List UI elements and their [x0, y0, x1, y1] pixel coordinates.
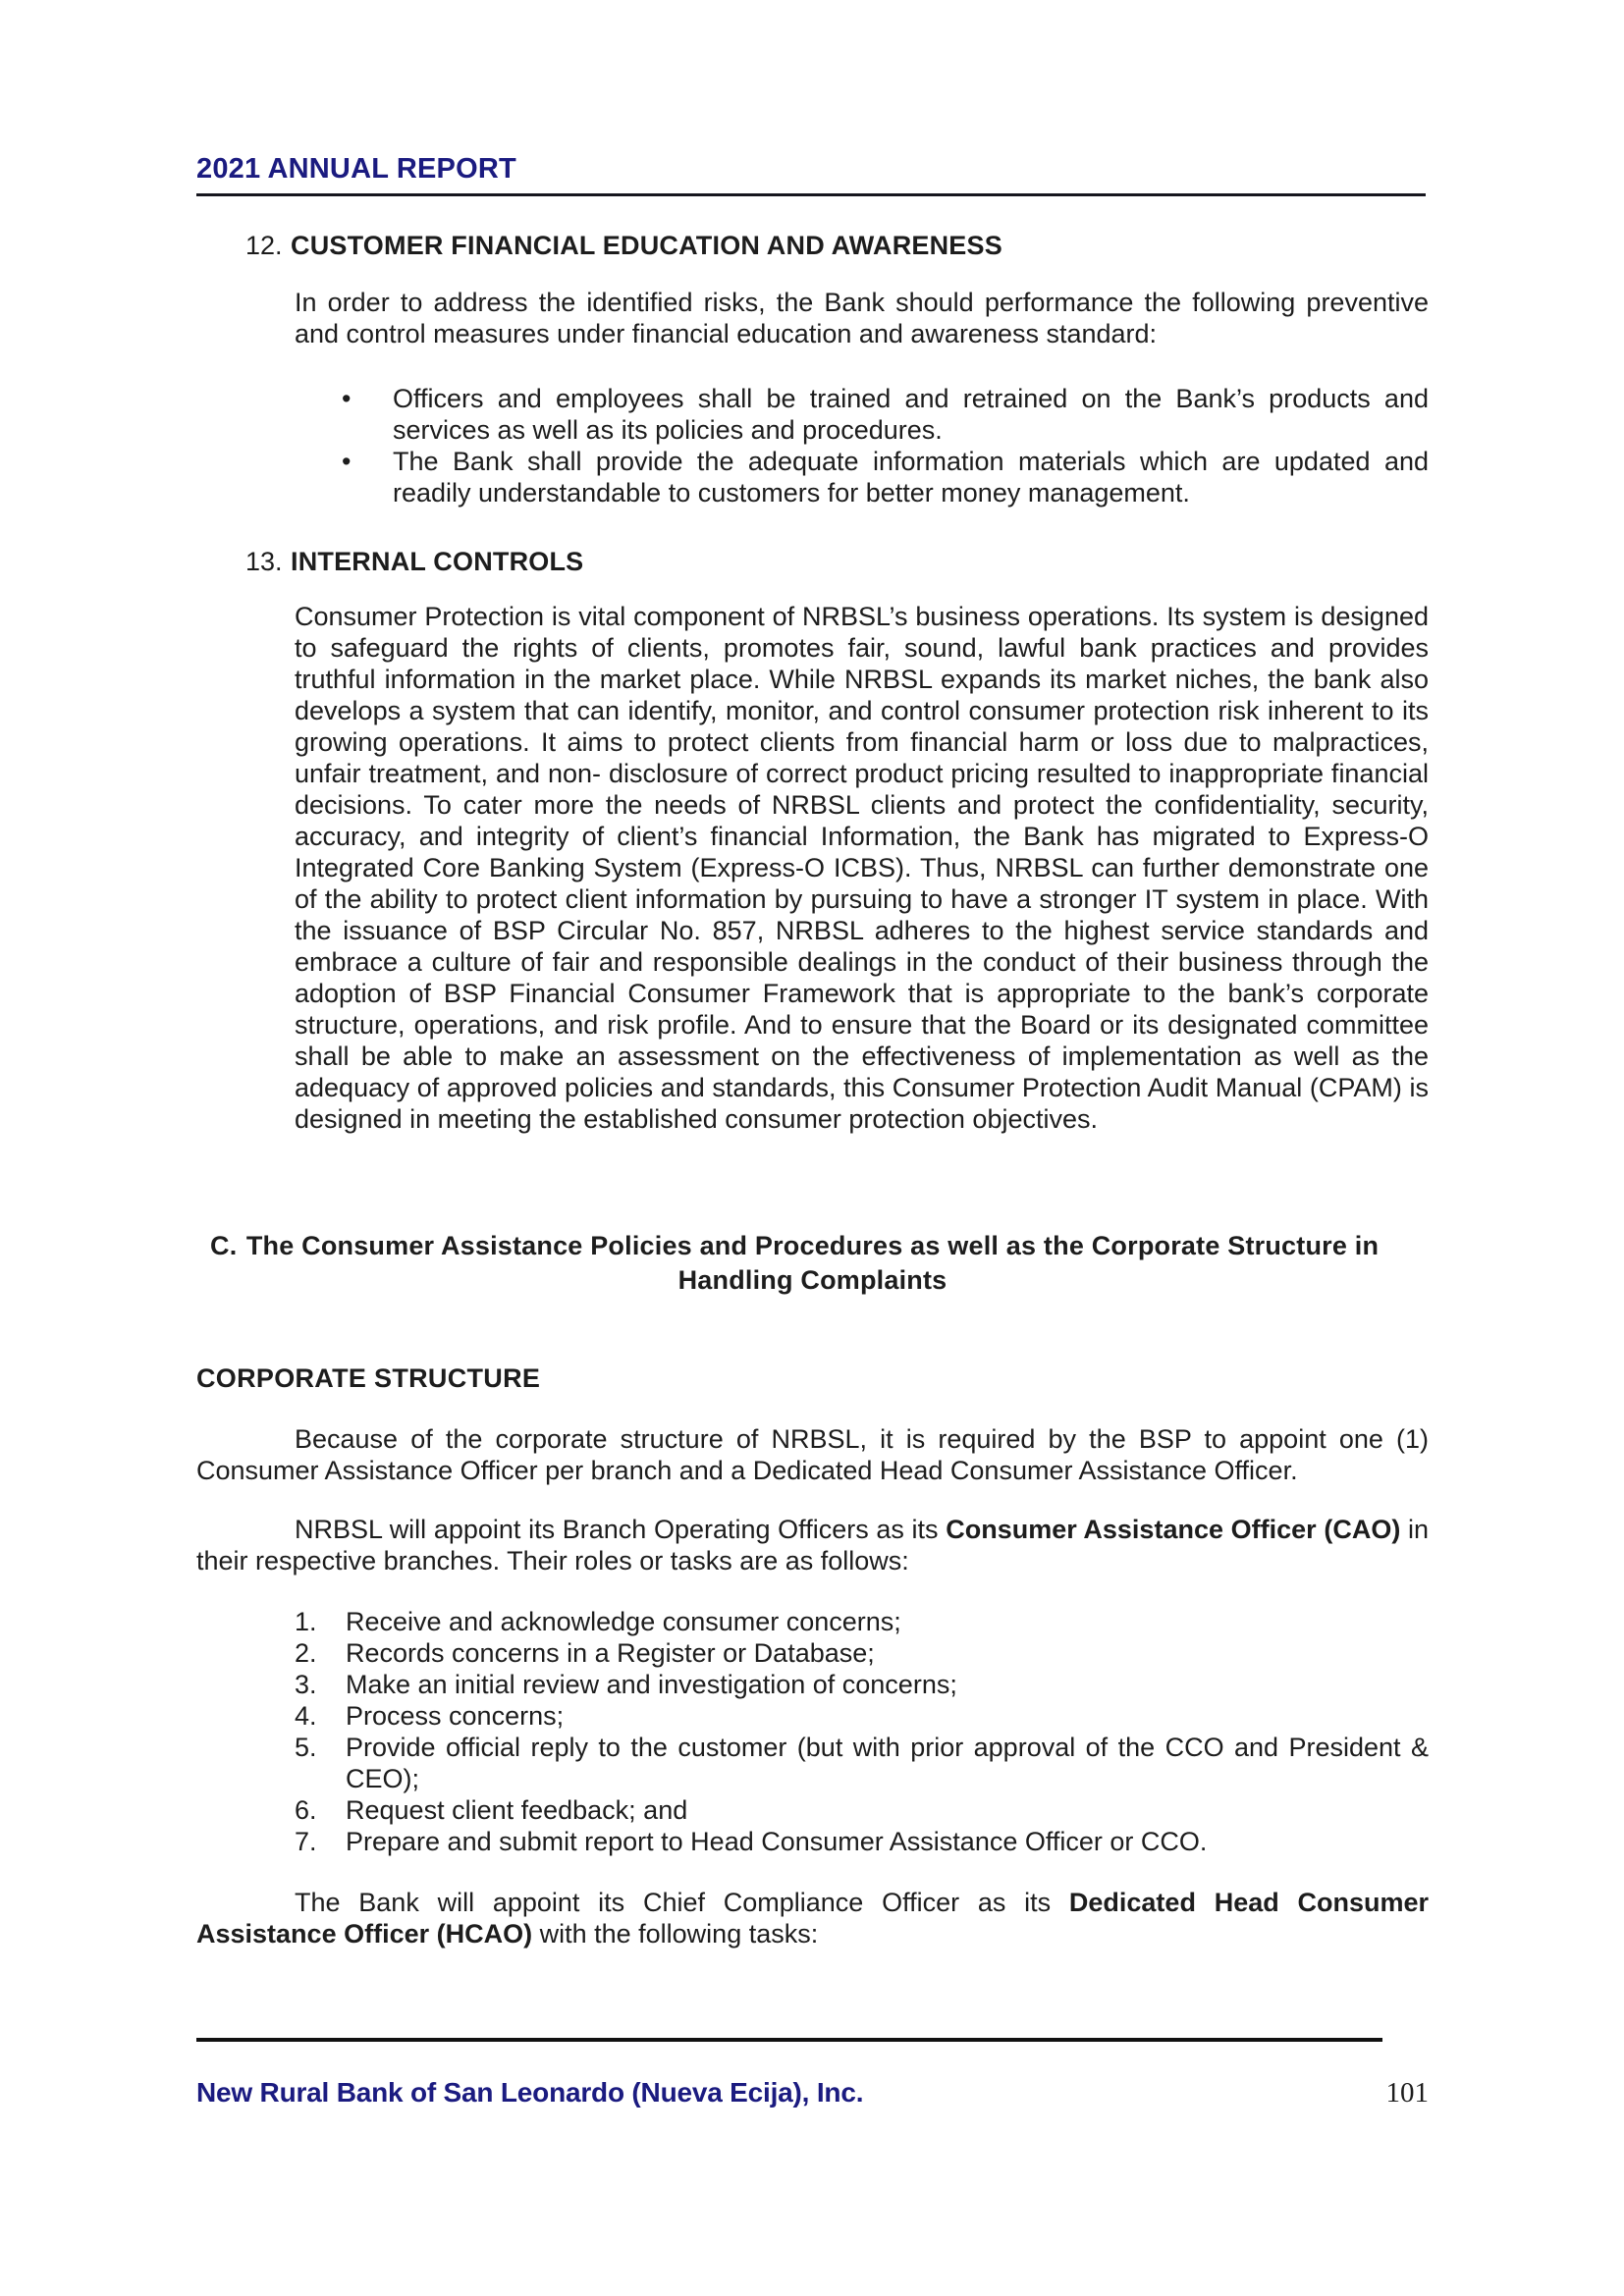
task-text: Process concerns; — [346, 1701, 565, 1731]
task-item — [295, 1606, 1429, 1637]
corporate-structure-heading: CORPORATE STRUCTURE — [196, 1363, 541, 1393]
task-text: Records concerns in a Register or Database; — [346, 1638, 875, 1668]
footer-page-number: 101 — [1385, 2077, 1429, 2109]
section-12-number: 12. — [245, 231, 283, 260]
bullet-icon: • — [342, 384, 352, 413]
section-13-heading — [196, 546, 1429, 577]
hcao-paragraph — [196, 1887, 1429, 1949]
task-number: 3. — [295, 1670, 317, 1699]
task-text: Make an initial review and investigation of concerns; — [346, 1670, 957, 1699]
task-text: Request client feedback; and — [346, 1795, 688, 1825]
corporate-structure-intro: Because of the corporate structure of NRBSL, it is required by the BSP to appoint one (1) Consumer Assistance Officer per branch and a Dedicated Head Consumer Assistance Officer. — [196, 1424, 1429, 1485]
hcao-paragraph-post: with the following tasks: — [532, 1919, 819, 1949]
task-number: 6. — [295, 1795, 317, 1825]
task-number: 1. — [295, 1607, 317, 1636]
cao-paragraph-bold: Consumer Assistance Officer (CAO) — [946, 1515, 1401, 1544]
footer-bank-name: New Rural Bank of San Leonardo (Nueva Ecija), Inc. — [196, 2077, 864, 2108]
task-number: 5. — [295, 1733, 317, 1762]
report-title: 2021 ANNUAL REPORT — [196, 153, 516, 185]
section-c-heading — [196, 1229, 1429, 1298]
hcao-paragraph-pre: The Bank will appoint its Chief Compliance Officer as its — [295, 1888, 1069, 1917]
task-number: 2. — [295, 1638, 317, 1668]
cao-task-list — [295, 1606, 1429, 1857]
bullet-text: Officers and employees shall be trained and retrained on the Bank’s products and services as well as its policies and procedures. — [393, 384, 1429, 445]
section-13-title: INTERNAL CONTROLS — [291, 547, 584, 576]
task-number: 4. — [295, 1701, 317, 1731]
section-12-heading — [196, 230, 1429, 261]
bullet-text: The Bank shall provide the adequate information materials which are updated and readily understandable to customers for better money management. — [393, 447, 1429, 507]
section-c-title-line2: Handling Complaints — [677, 1265, 947, 1295]
task-number: 7. — [295, 1827, 317, 1856]
hcao-paragraph-bold: Dedicated Head Consumer Assistance Officer (HCAO) — [196, 1888, 1429, 1949]
task-item — [295, 1794, 1429, 1826]
task-item — [295, 1826, 1429, 1857]
task-text: Provide official reply to the customer (but with prior approval of the CCO and President & CEO); — [346, 1733, 1429, 1793]
bullet-item — [342, 383, 1429, 446]
task-item — [295, 1700, 1429, 1732]
section-12-title: CUSTOMER FINANCIAL EDUCATION AND AWARENESS — [291, 231, 1002, 260]
section-c-letter: C. — [210, 1231, 238, 1260]
bullet-item — [342, 446, 1429, 508]
cao-paragraph-pre: NRBSL will appoint its Branch Operating Officers as its — [295, 1515, 947, 1544]
task-text: Receive and acknowledge consumer concerns; — [346, 1607, 901, 1636]
page-content — [196, 0, 1429, 1949]
section-13-number: 13. — [245, 547, 283, 576]
section-12-bullet-list — [342, 383, 1429, 508]
footer-row — [196, 2077, 1429, 2109]
section-c-title-line1: The Consumer Assistance Policies and Procedures as well as the Corporate Structure in — [245, 1231, 1380, 1260]
task-item — [295, 1637, 1429, 1669]
section-12-intro: In order to address the identified risks, the Bank should performance the following preventive and control measures under financial education and awareness standard: — [295, 288, 1429, 348]
header-divider — [196, 193, 1426, 196]
cao-paragraph — [196, 1514, 1429, 1576]
cao-paragraph-post: in their respective branches. Their roles or tasks are as follows: — [196, 1515, 1429, 1575]
page-footer — [196, 2038, 1429, 2109]
page-header — [196, 153, 1429, 196]
footer-divider — [196, 2038, 1382, 2042]
task-text: Prepare and submit report to Head Consumer Assistance Officer or CCO. — [346, 1827, 1208, 1856]
section-13-body: Consumer Protection is vital component of NRBSL’s business operations. Its system is designed to safeguard the rights of clients, promotes fair, sound, lawful bank practices and provides truthful information in the market place. While NRBSL expands its market niches, the bank also develops a system that can identify, monitor, and control consumer protection risk inherent to its growing operations. It aims to protect clients from financial harm or loss due to malpractices, unfair treatment, and non- disclosure of correct product pricing resulted to inappropriate financial decisions. To cater more the needs of NRBSL clients and protect the confidentiality, security, accuracy, and integrity of client’s financial Information, the Bank has migrated to Express-O Integrated Core Banking System (Express-O ICBS). Thus, NRBSL can further demonstrate one of the ability to protect client information by pursuing to have a stronger IT system in place. With the issuance of BSP Circular No. 857, NRBSL adheres to the highest service standards and embrace a culture of fair and responsible dealings in the conduct of their business through the adoption of BSP Financial Consumer Framework that is appropriate to the bank’s corporate structure, operations, and risk profile. And to ensure that the Board or its designated committee shall be able to make an assessment on the effectiveness of implementation as well as the adequacy of approved policies and standards, this Consumer Protection Audit Manual (CPAM) is designed in meeting the established consumer protection objectives. — [295, 602, 1429, 1134]
task-item — [295, 1732, 1429, 1794]
task-item — [295, 1669, 1429, 1700]
bullet-icon: • — [342, 447, 352, 476]
